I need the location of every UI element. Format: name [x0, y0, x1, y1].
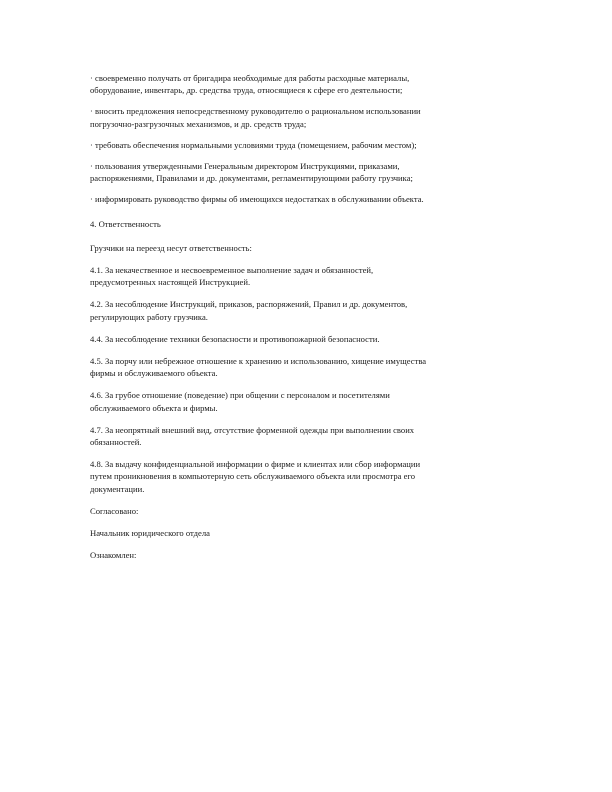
responsibility-item: 4.1. За некачественное и несвоевременное выполнение задач и обязанностей, предусмотренных настоящей Инструкцией.: [90, 265, 374, 288]
bullet-item: · требовать обеспечения нормальными условиями труда (помещением, рабочим местом);: [90, 139, 417, 150]
responsibility-item: 4.2. За несоблюдение Инструкций, приказов, распоряжений, Правил и др. документов, регулирующих работу грузчика.: [90, 299, 408, 322]
bullet-item: · пользования утвержденными Генеральным директором Инструкциями, приказами, распоряжениями, Правилами и др. документами, регламентирующими работу грузчика;: [90, 161, 413, 184]
bullet-item: · своевременно получать от бригадира необходимые для работы расходные материалы, оборудование, инвентарь, др. средства труда, относящиеся к сфере его деятельности;: [90, 73, 410, 96]
responsibility-item: 4.5. За порчу или небрежное отношение к хранению и использованию, хищение имущества фирмы и обслуживаемого объекта.: [90, 356, 427, 379]
bullet-item: · информировать руководство фирмы об имеющихся недостатках в обслуживании объекта.: [90, 194, 424, 205]
signatory-title: Начальник юридического отдела: [90, 528, 210, 539]
responsibility-item: 4.8. За выдачу конфиденциальной информации о фирме и клиентах или сбор информации путем проникновения в компьютерную сеть обслуживаемого объекта или просмотра его документации.: [90, 459, 421, 494]
responsibility-item: 4.7. За неопрятный внешний вид, отсутствие форменной одежды при выполнении своих обязанностей.: [90, 424, 415, 448]
responsibility-item: 4.6. За грубое отношение (поведение) при общении с персоналом и посетителями обслуживаемого объекта и фирмы.: [90, 390, 390, 413]
bullet-item: · вносить предложения непосредственному руководителю о рациональном использовании погрузочно-разгрузочных механизмов, и др. средств труда;: [90, 106, 421, 129]
acknowledged-label: Ознакомлен:: [90, 550, 137, 561]
section-intro: Грузчики на переезд несут ответственность:: [90, 242, 252, 253]
document-body: [90, 72, 530, 571]
section-heading: 4. Ответственность: [90, 218, 161, 229]
responsibility-item: 4.4. За несоблюдение техники безопасности и противопожарной безопасности.: [90, 333, 380, 344]
agreed-label: Согласовано:: [90, 505, 139, 516]
